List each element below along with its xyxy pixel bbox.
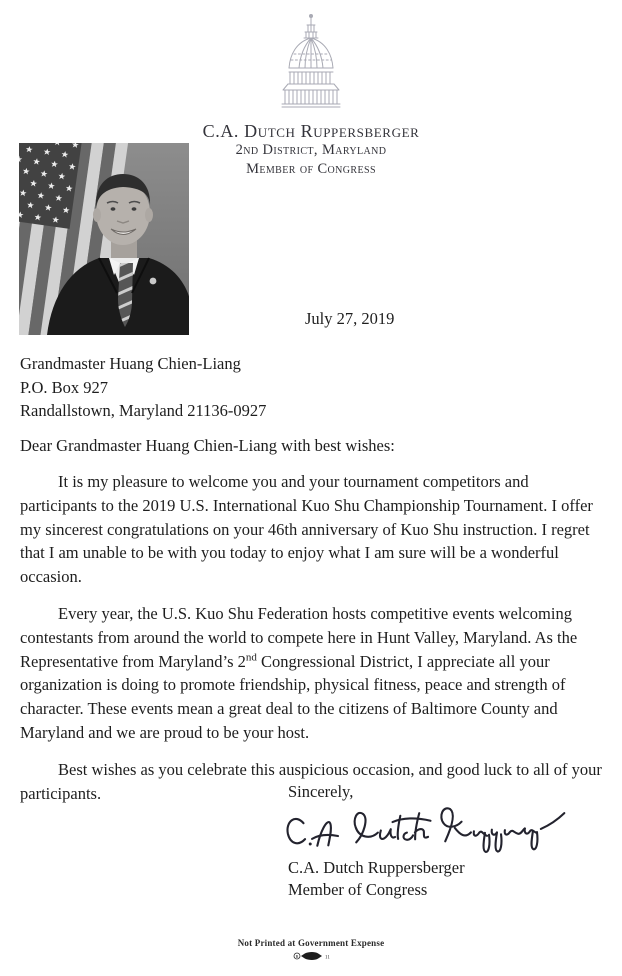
recipient-name: Grandmaster Huang Chien-Liang <box>20 354 241 373</box>
portrait-photo <box>19 143 189 335</box>
letterhead-district: 2nd District, Maryland <box>235 142 387 158</box>
letterhead-name: C.A. Dutch Ruppersberger <box>202 121 420 141</box>
signed-title: Member of Congress <box>288 880 428 899</box>
capitol-dome-icon <box>277 12 345 112</box>
signed-name: C.A. Dutch Ruppersberger <box>288 858 465 877</box>
closing-block <box>288 781 572 901</box>
paragraph-1: It is my pleasure to welcome you and your tournament competitors and participants to the 2019 U.S. International Kuo Shu Championship Tournament. I offer my sincerest congratulations on your 46th anniversary of Kuo Shu instruction. I regret that I am unable to be with you today to enjoy what I am sure will be a wonderful occasion. <box>20 472 593 587</box>
footer-notice: Not Printed at Government Expense <box>237 938 385 948</box>
signature-script <box>284 805 572 857</box>
svg-text:R: R <box>295 954 299 959</box>
paragraph-3: Best wishes as you celebrate this auspicious occasion, and good luck to all of your participants. <box>20 759 602 803</box>
ordinal-superscript: nd <box>245 651 257 664</box>
union-bug-icon <box>0 949 622 967</box>
salutation: Dear Grandmaster Huang Chien-Liang with best wishes: <box>20 436 395 455</box>
recipient-city-state-zip: Randallstown, Maryland 21136-0927 <box>20 401 267 420</box>
valediction: Sincerely, <box>288 782 354 801</box>
paragraph-2-text-cont: Congressional District, I appreciate all your organization is doing to promote friendship, physical fitness, peace and strength of character. These events mean a great deal to the citizens of Baltimore County and Maryland and we are proud to be your host. <box>20 651 566 742</box>
recipient-address <box>20 352 266 423</box>
recipient-po-box: P.O. Box 927 <box>20 377 109 397</box>
letter-date: July 27, 2019 <box>305 309 395 328</box>
paragraph-2-text: Every year, the U.S. Kuo Shu Federation hosts competitive events welcoming contestants from around the world to compete here in Hunt Valley, Maryland. As the Representative from Maryland’s 2 <box>20 603 578 671</box>
paragraph-2 <box>20 602 606 745</box>
union-bug-number: 11 <box>325 955 330 961</box>
letterhead-title: Member of Congress <box>246 161 376 177</box>
letter-body <box>20 470 606 818</box>
footer <box>0 938 622 967</box>
